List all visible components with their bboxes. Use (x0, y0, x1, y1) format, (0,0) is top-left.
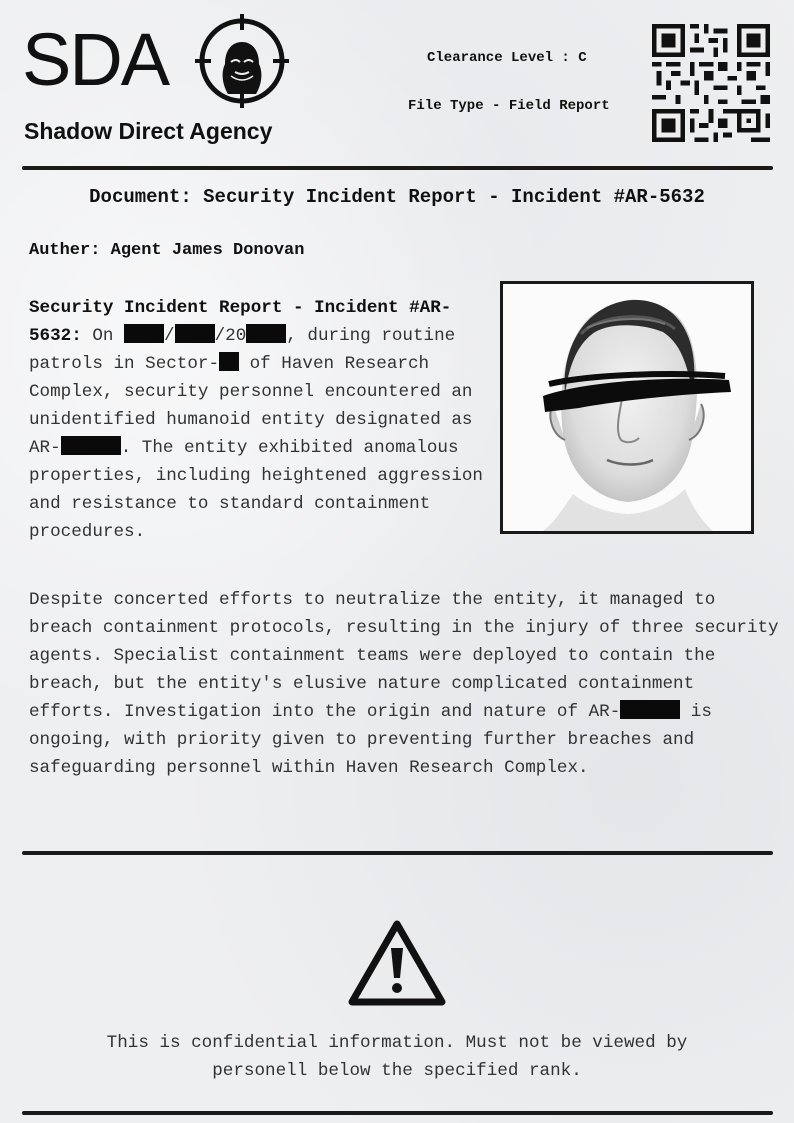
footer-divider (22, 851, 773, 855)
confidential-notice (0, 1029, 794, 1085)
text-run: On (92, 326, 125, 346)
qr-code-icon (652, 24, 770, 142)
redaction-bar (124, 324, 164, 343)
redacted-face-image (503, 284, 751, 531)
redaction-bar (219, 352, 239, 371)
bottom-divider (22, 1111, 773, 1115)
logo-text: SDA (22, 18, 169, 101)
text-run: / (164, 326, 175, 346)
incident-heading: Security Incident Report - Incident #AR-5632: (29, 298, 452, 346)
agency-name: Shadow Direct Agency (24, 118, 273, 144)
subject-photo (500, 281, 754, 534)
redaction-bar (61, 436, 121, 455)
incident-summary-paragraph (29, 294, 494, 546)
text-run: . The entity exhibited anomalous properties, including heightened aggression and resistance to standard containment procedures. (29, 438, 483, 542)
author-line: Auther: Agent James Donovan (29, 241, 305, 260)
agency-emblem-icon (195, 14, 289, 108)
text-run: /20 (214, 326, 247, 346)
text-run: of Haven Research Complex, security personnel encountered an unidentified humanoid entity designated as AR- (29, 354, 473, 458)
warning-triangle-icon (346, 918, 448, 1008)
redaction-bar (175, 324, 215, 343)
clearance-level: Clearance Level : C (427, 50, 587, 66)
text-run: is ongoing, with priority given to preventing further breaches and safeguarding personnel within Haven Research Complex. (29, 702, 712, 778)
redaction-bar (246, 324, 286, 343)
text-run: , during routine patrols in Sector- (29, 326, 456, 374)
document-title: Document: Security Incident Report - Incident #AR-5632 (89, 186, 705, 208)
text-run: Despite concerted efforts to neutralize the entity, it managed to breach containment protocols, resulting in the injury of three security agents. Specialist containment teams were deployed to contain the breach, but the entity's elusive nature complicated containment efforts. Investigation into the origin and nature of AR- (29, 590, 779, 722)
notice-text: This is confidential information. Must not be viewed by personell below the specified rank. (106, 1033, 688, 1081)
redaction-bar (620, 700, 680, 719)
file-type: File Type - Field Report (408, 98, 610, 114)
incident-details-paragraph (29, 586, 779, 782)
header-divider (22, 166, 773, 170)
